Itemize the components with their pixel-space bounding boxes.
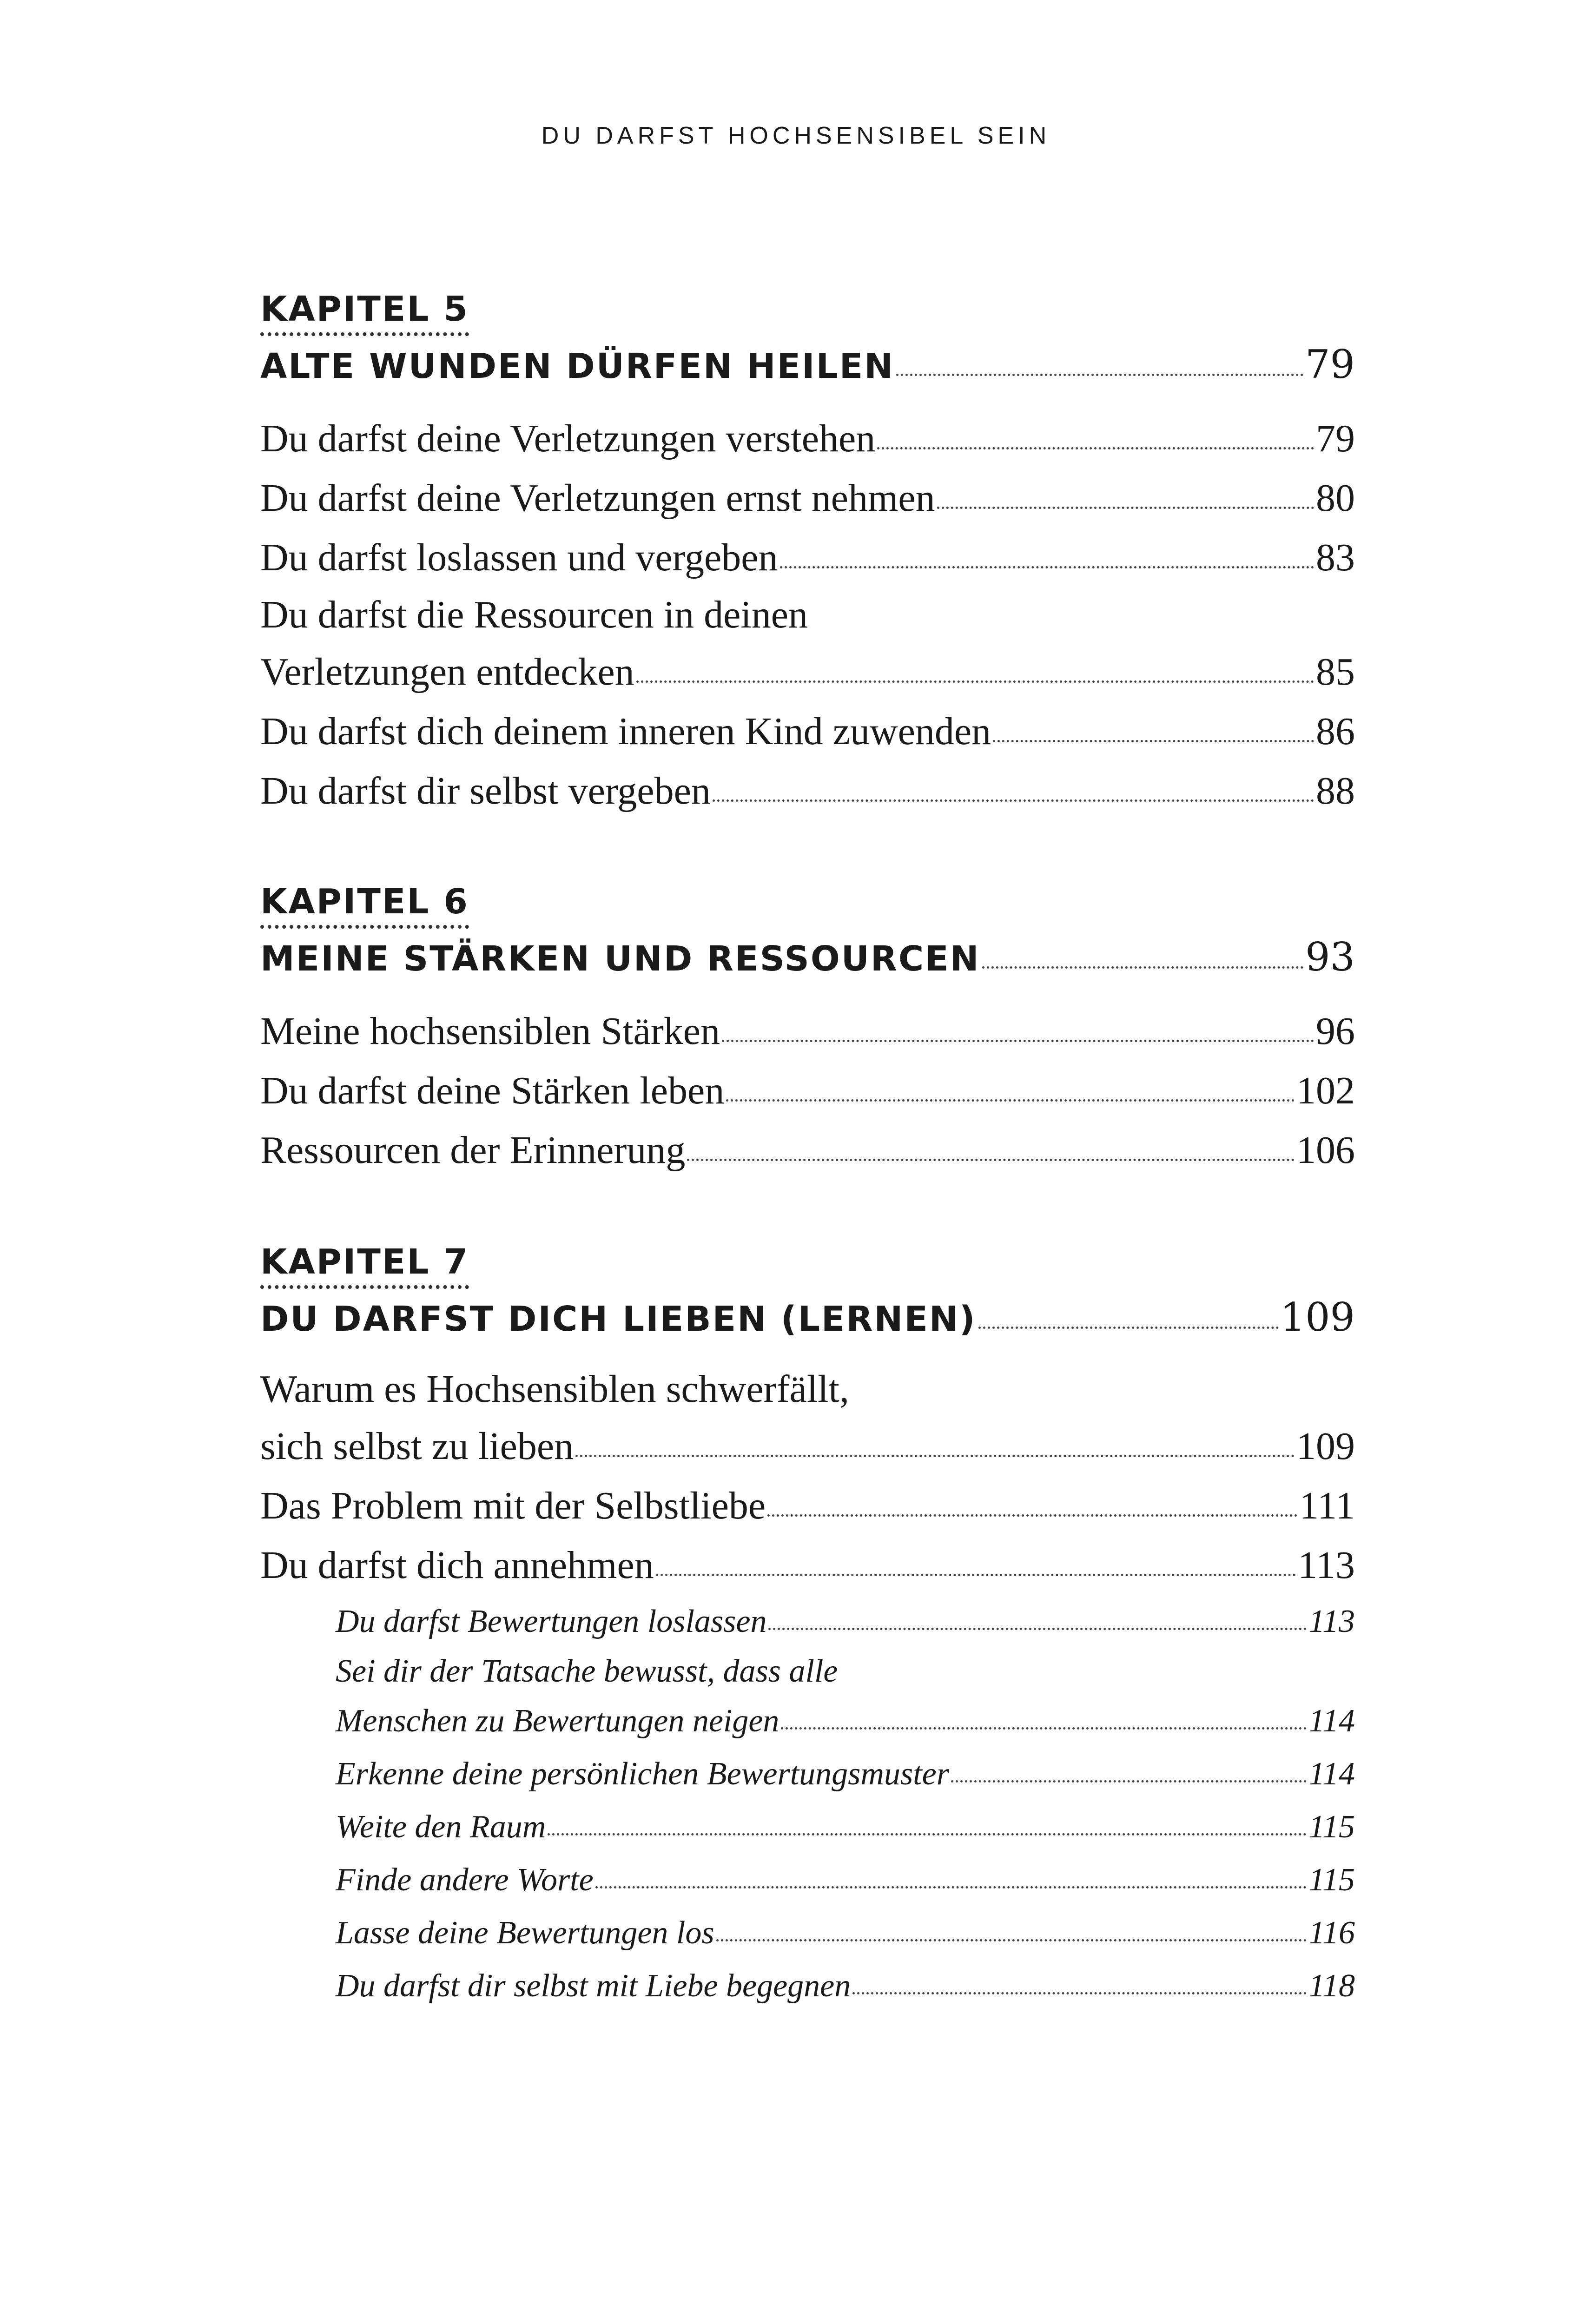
page-number: 85 bbox=[1316, 650, 1355, 693]
toc-entry[interactable] bbox=[260, 761, 1355, 821]
entry-title: Ressourcen der Erinnerung bbox=[260, 1129, 686, 1172]
toc-entry[interactable] bbox=[260, 1476, 1355, 1536]
dot-leader bbox=[726, 1099, 1295, 1102]
dot-leader bbox=[982, 966, 1304, 969]
entry-title: Du darfst deine Verletzungen ernst nehmen bbox=[260, 476, 935, 520]
dot-leader bbox=[852, 1992, 1307, 1994]
page-number: 109 bbox=[1296, 1425, 1355, 1468]
entry-title: Du darfst loslassen und vergeben bbox=[260, 536, 778, 579]
toc-subentry[interactable] bbox=[260, 1748, 1355, 1801]
toc-subentry[interactable] bbox=[260, 1907, 1355, 1960]
subentry-title: Weite den Raum bbox=[336, 1809, 546, 1845]
dot-leader bbox=[978, 1327, 1279, 1329]
subentry-title: Lasse deine Bewertungen los bbox=[336, 1915, 714, 1951]
page-number: 109 bbox=[1280, 1294, 1355, 1340]
chapter-6 bbox=[260, 878, 1355, 1180]
page-number: 102 bbox=[1296, 1069, 1355, 1112]
page-number: 83 bbox=[1316, 536, 1355, 579]
page-number: 113 bbox=[1298, 1544, 1355, 1587]
page-number: 80 bbox=[1316, 476, 1355, 520]
chapter-label: KAPITEL 5 bbox=[260, 286, 469, 336]
page-number: 93 bbox=[1305, 934, 1355, 980]
toc-entry[interactable] bbox=[260, 1536, 1355, 1595]
page-number: 79 bbox=[1305, 342, 1355, 387]
page-number: 86 bbox=[1316, 710, 1355, 753]
toc-entry[interactable] bbox=[260, 1061, 1355, 1121]
entry-title: Du darfst deine Verletzungen verstehen bbox=[260, 417, 876, 460]
chapter-title-row[interactable] bbox=[260, 927, 1355, 987]
entry-title: Du darfst dich deinem inneren Kind zuwenden bbox=[260, 710, 991, 753]
chapter-title: ALTE WUNDEN DÜRFEN HEILEN bbox=[260, 346, 895, 386]
page-number: 106 bbox=[1296, 1129, 1355, 1172]
page-number: 88 bbox=[1316, 769, 1355, 812]
dot-leader bbox=[656, 1574, 1296, 1576]
subentry-title-line1: Sei dir der Tatsache bewusst, dass alle bbox=[336, 1653, 838, 1689]
dot-leader bbox=[768, 1628, 1307, 1630]
dot-leader bbox=[575, 1455, 1295, 1457]
page-number: 96 bbox=[1316, 1010, 1355, 1053]
toc-entry[interactable] bbox=[260, 528, 1355, 588]
page-number: 116 bbox=[1308, 1915, 1355, 1951]
dot-leader bbox=[548, 1833, 1307, 1835]
chapter-title: MEINE STÄRKEN UND RESSOURCEN bbox=[260, 939, 980, 979]
entry-title: sich selbst zu lieben bbox=[260, 1425, 574, 1468]
chapter-5 bbox=[260, 286, 1355, 821]
entry-title: Du darfst dich annehmen bbox=[260, 1544, 654, 1587]
toc-entry[interactable] bbox=[260, 702, 1355, 761]
running-head: DU DARFST HOCHSENSIBEL SEIN bbox=[541, 122, 1051, 149]
page-number: 79 bbox=[1316, 417, 1355, 460]
entry-title: Verletzungen entdecken bbox=[260, 650, 634, 693]
page-number: 118 bbox=[1308, 1968, 1355, 2004]
toc-subentry[interactable] bbox=[260, 1595, 1355, 1648]
dot-leader bbox=[781, 1727, 1307, 1730]
toc-subentry[interactable] bbox=[260, 1854, 1355, 1907]
subentry-title: Erkenne deine persönlichen Bewertungsmuster bbox=[336, 1756, 949, 1792]
entry-title: Du darfst dir selbst vergeben bbox=[260, 769, 711, 812]
toc-entry[interactable] bbox=[260, 409, 1355, 469]
toc-subentry[interactable] bbox=[260, 1801, 1355, 1854]
dot-leader bbox=[687, 1159, 1295, 1161]
chapter-title-row[interactable] bbox=[260, 335, 1355, 394]
entry-title-line1: Du darfst die Ressourcen in deinen bbox=[260, 593, 808, 636]
page-number: 111 bbox=[1299, 1484, 1355, 1527]
toc-entry[interactable] bbox=[260, 469, 1355, 528]
subentry-title: Du darfst dir selbst mit Liebe begegnen bbox=[336, 1968, 851, 2004]
toc-entry[interactable] bbox=[260, 1002, 1355, 1061]
chapter-label: KAPITEL 6 bbox=[260, 878, 469, 929]
toc-entry[interactable] bbox=[260, 1121, 1355, 1180]
dot-leader bbox=[937, 507, 1314, 509]
subentry-title: Finde andere Worte bbox=[336, 1862, 594, 1898]
dot-leader bbox=[767, 1514, 1297, 1517]
entry-title-line1: Warum es Hochsensiblen schwerfällt, bbox=[260, 1367, 849, 1411]
page-number: 114 bbox=[1308, 1756, 1355, 1792]
subentry-title: Du darfst Bewertungen loslassen bbox=[336, 1604, 767, 1639]
page-number: 114 bbox=[1308, 1703, 1355, 1739]
dot-leader bbox=[595, 1886, 1307, 1888]
chapter-label: KAPITEL 7 bbox=[260, 1239, 469, 1289]
chapter-title: DU DARFST DICH LIEBEN (LERNEN) bbox=[260, 1299, 977, 1339]
entry-title: Meine hochsensiblen Stärken bbox=[260, 1010, 720, 1053]
toc-entry[interactable] bbox=[260, 1417, 1355, 1476]
dot-leader bbox=[896, 374, 1303, 376]
toc-subentry[interactable] bbox=[260, 1695, 1355, 1748]
entry-title: Das Problem mit der Selbstliebe bbox=[260, 1484, 766, 1527]
dot-leader bbox=[877, 447, 1314, 449]
dot-leader bbox=[951, 1780, 1307, 1783]
chapter-7 bbox=[260, 1239, 1355, 2013]
dot-leader bbox=[716, 1939, 1307, 1941]
subentry-title: Menschen zu Bewertungen neigen bbox=[336, 1703, 779, 1739]
page-number: 115 bbox=[1308, 1809, 1355, 1845]
entry-title: Du darfst deine Stärken leben bbox=[260, 1069, 725, 1112]
dot-leader bbox=[636, 680, 1314, 683]
page-number: 113 bbox=[1308, 1604, 1355, 1639]
dot-leader bbox=[713, 799, 1314, 802]
dot-leader bbox=[780, 566, 1314, 568]
toc-subentry[interactable] bbox=[260, 1960, 1355, 2013]
dot-leader bbox=[993, 740, 1314, 742]
page-number: 115 bbox=[1308, 1862, 1355, 1898]
dot-leader bbox=[722, 1040, 1314, 1042]
toc-entry[interactable] bbox=[260, 642, 1355, 702]
chapter-title-row[interactable] bbox=[260, 1287, 1355, 1347]
